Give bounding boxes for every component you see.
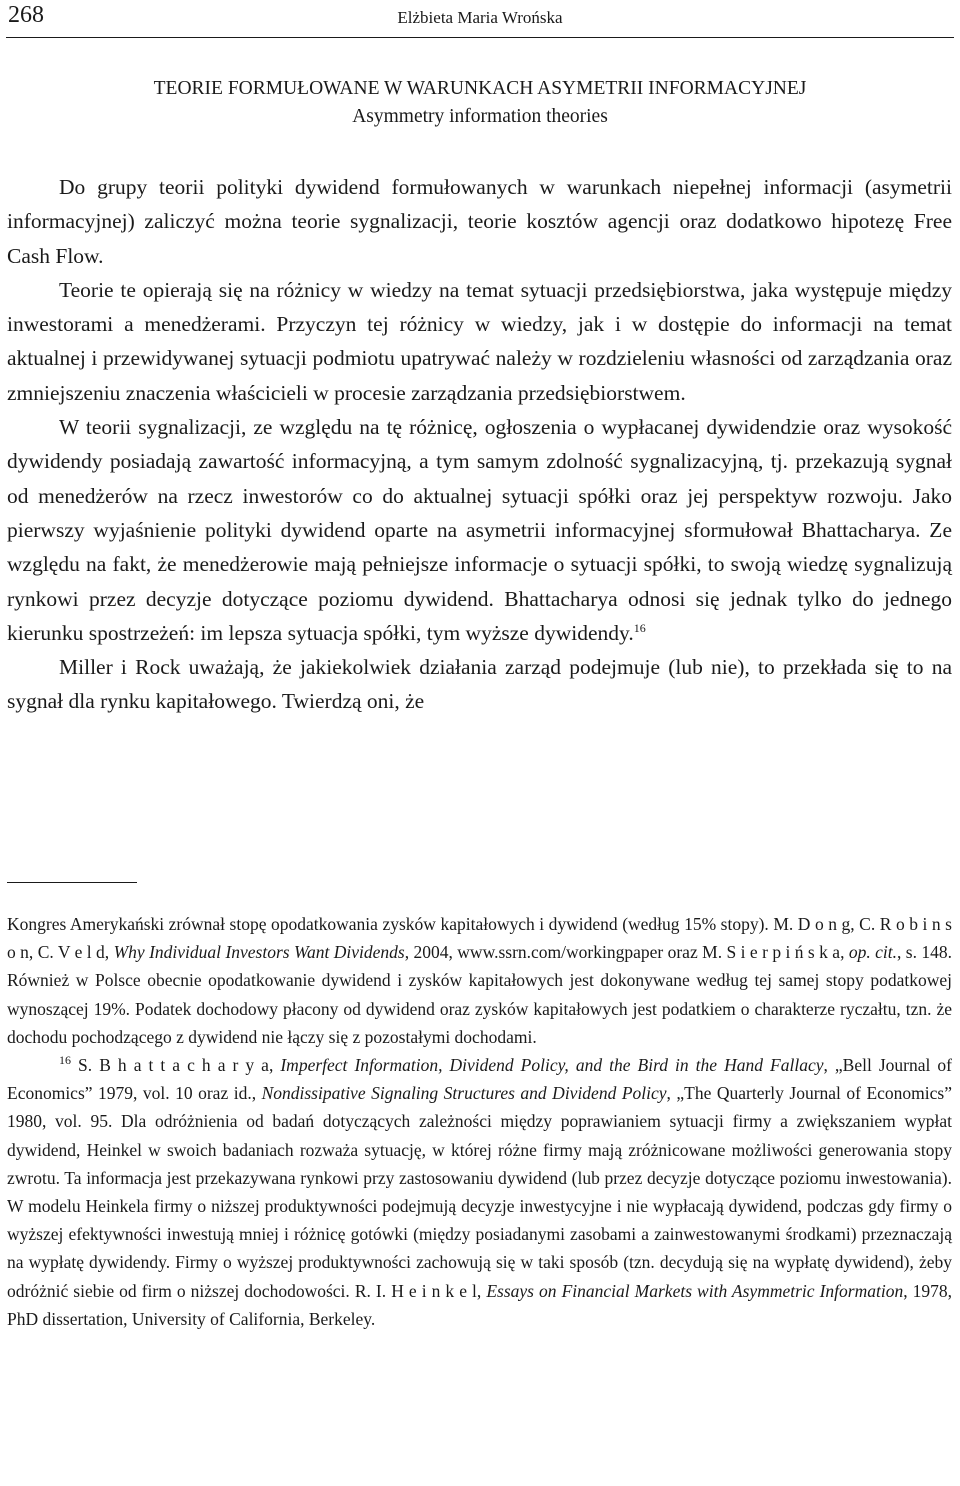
footnote-ref-16[interactable]: 16 [633,620,646,635]
fn-text: , [268,1055,281,1076]
section-subtitle: Asymmetry information theories [352,106,608,127]
fn-text: , C. [850,914,880,934]
section-title: TEORIE FORMUŁOWANE W WARUNKACH ASYMETRII INFORMACYJNEJ [153,78,807,99]
footnote-number: 16 [59,1053,71,1068]
paragraph-1: Do grupy teorii polityki dywidend formułowanych w warunkach niepełnej informacji (asymetrii informacyjnej) zaliczyć można teorie sygnalizacji, teorie kosztów agencji oraz dodatkowo hipotezę Free Cash Flow. [7,175,952,268]
fn-author: V e l d [57,942,105,963]
fn-text: Kongres Amerykański zrównał stopę opodatkowania zysków kapitałowych i dywidend (według 15% stopy). M. [7,914,798,934]
fn-text: , „Bell Journal of Economics” 1979, vol. 10 oraz id., [7,1055,953,1104]
footnote-16 [7,1051,952,1333]
fn-author: S i e r p i ń s k a [726,942,841,963]
fn-title: Nondissipative Signaling Structures and Dividend Policy [261,1083,667,1104]
fn-text: , „The Quarterly Journal of Economics” 1980, vol. 95. Dla odróżnienia od badań dotyczących zależności między poprawianiem sytuacji firmy a zwiększaniem wypłat dywidend, Heinkel w swoich badaniach rozważa sytuację, w której różne firmy mają zróżnicowane możliwości generowania stopy zwrotu. Ta informacja jest przekazywana rynkowi przy zastosowaniu dywidend (lub przez decyzje dotyczące poziomu inwestowania). W modelu Heinkela firmy o niższej produktywności podejmują decyzje inwestycyjne i nie wypłacają dywidend, podczas gdy firmy o wyższej efektywności inwestują mniej i różnicę gotówki (między posiadanymi zasobami a zainwestowanymi środkami) przeznaczają na wypłatę dywidendy. Firmy o wyższej produktywności zachowują się w taki sposób (tzn. decydują się na wypłatę dywidend), żeby odróżnić siebie od firm o niższej dochodowości. R. I. [7,1083,952,1301]
fn-author: H e i n k e l [391,1280,477,1301]
fn-text: , C. [28,942,58,963]
running-head: Elżbieta Maria Wrońska [397,8,563,27]
fn-text: , [104,942,114,963]
fn-author: R o b i n s o n [7,914,952,963]
fn-author: D o n g [797,914,851,934]
paragraph-2: Teorie te opierają się na różnicy w wiedzy na temat sytuacji przedsiębiorstwa, jaka występuje między inwestorami a menedżerami. Przyczyn tej różnicy w wiedzy, jak i w dostępie do informacji na temat aktualnej i przewidywanej sytuacji podmiotu upatrywać należy w rozdzieleniu własności od zarządzania oraz zmniejszeniu znaczenia właścicieli w procesie zarządzania przedsiębiorstwem. [7,277,952,405]
header-rule [6,37,954,38]
paragraph-3-text: W teorii sygnalizacji, ze względu na tę różnicę, ogłoszenia o wypłacanej dywidendzie oraz wysokość dywidendy posiadają zawartość informacyjną, a tym samym zdolność sygnalizacyjną, tj. przekazują sygnał od menedżerów na rzecz inwestorów co do aktualnej sytuacji spółki oraz jej perspektyw rozwoju. Jako pierwszy wyjaśnienie polityki dywidend oparte na asymetrii informacyjnej sformułował Bhattacharya. Ze względu na fakt, że menedżerowie mają pełniejsze informacje o sytuacji spółki, to swoją wiedzę sygnalizują rynkowi przez decyzje dotyczące poziomu dywidend. Bhattacharya odnosi się jednak tylko do jednego kierunku spostrzeżeń: im lepsza sytuacja spółki, tym wyższe dywidendy. [7,415,952,645]
fn-text: S. [71,1055,100,1076]
paragraph-3 [7,410,952,650]
fn-title: Essays on Financial Markets with Asymmetric Information [486,1280,904,1301]
footnote-continued [7,910,952,1051]
fn-text: , [476,1280,487,1301]
footnote-rule [7,882,137,883]
fn-text: , s. 148. Również w Polsce obecnie opodatkowanie dywidend i zysków kapitałowych jest dokonywane według tej samej stopy podatkowej wynoszącej 19%. Podatek dochodowy płacony od dywidend oraz zysków kapitałowych jest podatkiem o charakterze ryczałtu, tzn. że dochodu pochodzącego z dywidend nie łączy się z pozostałymi dochodami. [7,942,953,1047]
fn-opcit: op. cit. [848,942,898,963]
fn-text: , 1978, PhD dissertation, University of California, Berkeley. [7,1280,953,1329]
fn-text: , 2004, www.ssrn.com/workingpaper oraz M. [404,942,727,963]
page-number: 268 [8,2,44,28]
fn-title: Why Individual Investors Want Dividends [113,942,405,963]
body-text [7,170,952,719]
fn-author: B h a t t a c h a r y a [99,1055,269,1076]
paragraph-4: Miller i Rock uważają, że jakiekolwiek działania zarząd podejmuje (lub nie), to przekłada się to na sygnał dla rynku kapitałowego. Twierdzą oni, że [7,655,952,714]
fn-text: , [840,942,849,963]
footnotes [7,910,952,1333]
fn-title: Imperfect Information, Dividend Policy, and the Bird in the Hand Fallacy [280,1055,824,1076]
page-header [0,0,960,38]
